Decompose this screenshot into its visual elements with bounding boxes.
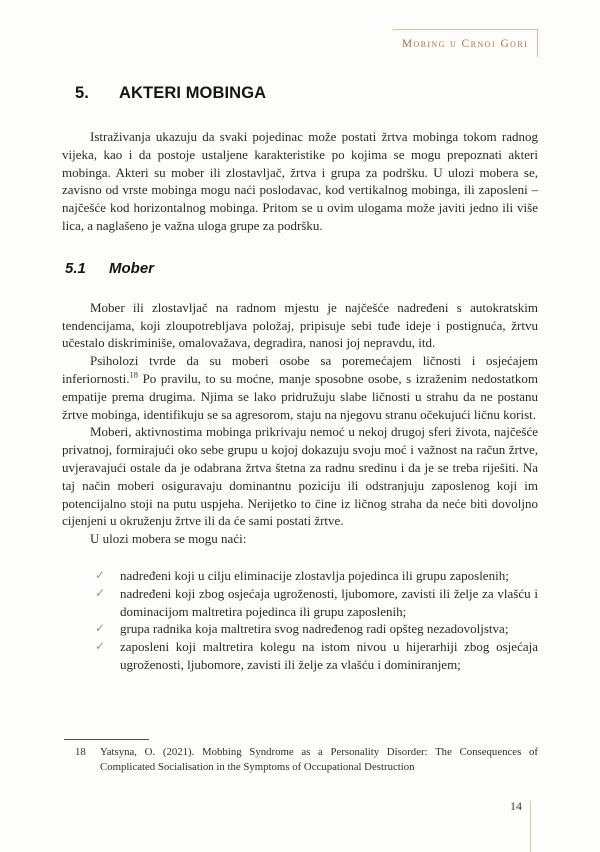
list-item: [62, 567, 538, 585]
list-item-text: grupa radnika koja maltretira svog nadređenog radi opšteg nezadovoljstva;: [120, 621, 509, 637]
list-item: [62, 638, 538, 674]
paragraph-mober-behavior: Moberi, aktivnostima mobinga prikrivaju nemoć u nekoj drugoj sferi života, najčešće privatnoj, formirajući oko sebe grupu u kojoj dokazuju svoju moć i važnost na račun žrtve, uvjeravajući ostale da je odabrana žrtva štetna za radnu sredinu i da je se treba riješiti. Na taj način moberi osiguravaju dominantnu poziciju ili odstranjuju zaposlenog koji im potencijalno stoji na putu uspjeha. Nerijetko to čine iz ličnog straha da neće biti dovoljno cijenjeni u okruženju žrtve ili da će sami postati žrtve.: [62, 424, 538, 529]
running-header: [393, 29, 538, 57]
list-item-text: zaposleni koji maltretira kolegu na istom nivou u hijerarhiji zbog osjećaja ugroženosti, ljubomore, zavisti ili želje za vlašću i dominiranjem;: [120, 639, 538, 672]
section-title: AKTERI MOBINGA: [119, 84, 267, 102]
subsection-number: 5.1: [65, 259, 86, 277]
footnote-number: 18: [75, 746, 86, 758]
subsection-heading: [65, 260, 538, 277]
check-icon: ✓: [95, 621, 106, 636]
section-heading: [75, 84, 538, 103]
list-item-text: nadređeni koji zbog osjećaja ugroženosti, ljubomore, zavisti ili želje za vlašću i dominacijom maltretira pojedinca ili grupu zaposlenih;: [120, 585, 538, 619]
paragraph-psychologists: [62, 352, 538, 423]
footnote-text: Yatsyna, O. (2021). Mobbing Syndrome as a Personality Disorder: The Consequences of Complicated Socialisation in the Symptoms of Occupational Destruction: [100, 746, 538, 773]
check-icon: ✓: [95, 585, 106, 600]
check-icon: ✓: [95, 567, 106, 582]
paragraph-intro: Istraživanja ukazuju da svaki pojedinac može postati žrtva mobinga tokom radnog vijeka, kao i da postoje ustaljene karakteristike po kojima se mogu prepoznati akteri mobinga. Akteri su mober ili zlostavljač, žrtva i grupa za podršku. U ulozi mobera se, zavisno od vrste mobinga mogu naći poslodavac, kod vertikalnog mobinga, ili zaposleni – najčešće kod horizontalnog mobinga. Pritom se u ovim ulogama može javiti jedno ili više lica, a naglašeno je važna uloga grupe za podršku.: [62, 129, 538, 233]
paragraph-psychologists-text-cont: Po pravilu, to su moćne, manje sposobne osobe, s izraženim nedostatkom empatije prema drugima. Njima se lako pridružuju slabe ličnosti u strahu da ne postanu žrtve mobinga, identifikuju se sa agresorom, staju na njegovu stranu očekujući ličnu korist.: [62, 370, 538, 422]
running-header-title: Mobing u Crnoj Gori: [401, 37, 529, 50]
check-icon: ✓: [95, 639, 106, 654]
mober-roles-list: [62, 567, 538, 674]
page-number: 14: [510, 799, 522, 813]
paragraph-psychologists-text: Psiholozi tvrde da su moberi osobe sa poremećajem ličnosti i osjećajem inferiornosti.: [62, 353, 538, 386]
footnote: [62, 745, 538, 774]
list-item: [62, 620, 538, 638]
footnote-divider: [64, 739, 149, 740]
footnote-reference: 18: [129, 369, 139, 380]
subsection-title: Mober: [109, 259, 154, 277]
footnote-block: [62, 739, 538, 774]
page-content: [62, 84, 538, 674]
paragraph-list-lead-in: U ulozi mobera se mogu naći:: [90, 531, 247, 547]
footer-rule: [530, 801, 531, 852]
list-item: [62, 585, 538, 621]
list-item-text: nadređeni koji u cilju eliminacije zlostavlja pojedinca ili grupu zaposlenih;: [120, 567, 509, 583]
section-number: 5.: [75, 84, 89, 102]
paragraph-mober-definition: Mober ili zlostavljač na radnom mjestu je najčešće nadređeni s autokratskim tendencijama, koji zloupotrebljava položaj, pripisuje sebi tuđe ideje i postignuća, žrtvu učestalo diskriminiše, omalovažava, degradira, nanosi joj nepravdu, itd.: [62, 299, 538, 351]
